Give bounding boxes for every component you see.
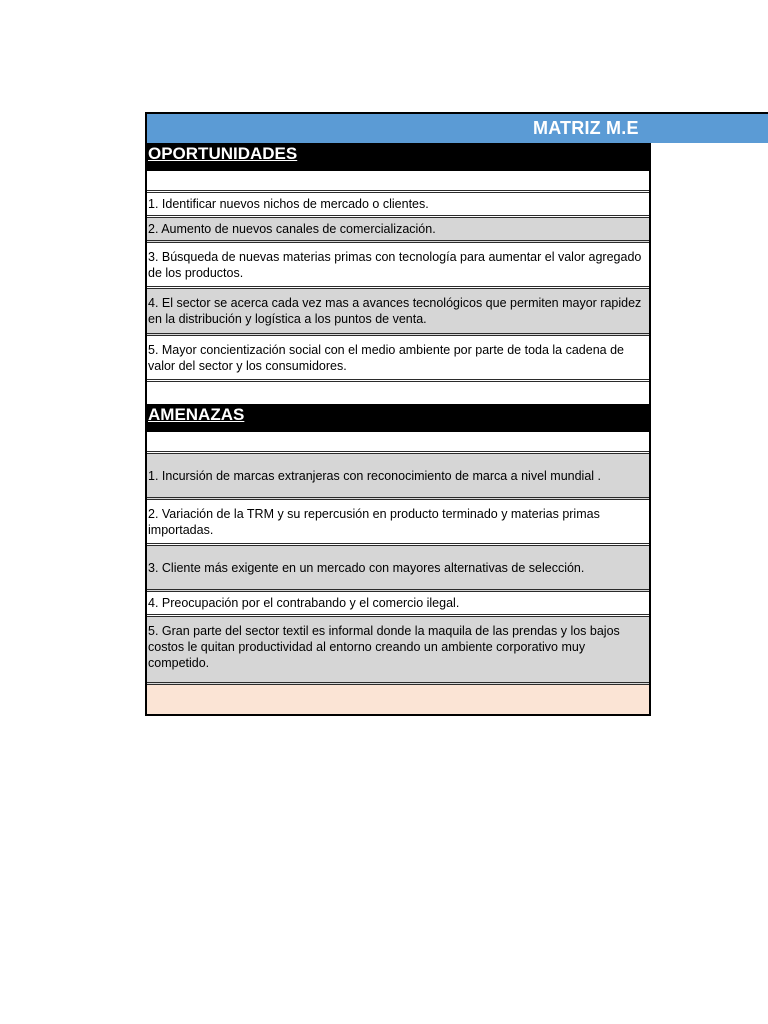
oportunidad-item-2: [147, 218, 649, 243]
amenaza-item-3: [147, 546, 649, 592]
title-bar: [147, 112, 768, 143]
oportunidad-text-3: 3. Búsqueda de nuevas materias primas con tecnología para aumentar el valor agregado de los productos.: [148, 250, 642, 280]
amenaza-text-1: 1. Incursión de marcas extranjeras con reconocimiento de marca a nivel mundial .: [148, 468, 601, 483]
amenaza-item-1: [147, 454, 649, 500]
oportunidad-text-4: 4. El sector se acerca cada vez mas a avances tecnológicos que permiten mayor rapidez en la distribución y logística a los puntos de venta.: [148, 296, 642, 326]
amenazas-heading-label: AMENAZAS: [148, 405, 245, 424]
amenaza-item-4: [147, 592, 649, 617]
amenaza-text-2: 2. Variación de la TRM y su repercusión en producto terminado y materias primas importadas.: [148, 507, 600, 537]
blank-row: [147, 171, 649, 193]
amenaza-text-3: 3. Cliente más exigente en un mercado con mayores alternativas de selección.: [148, 560, 585, 575]
matrix-title: MATRIZ M.E: [533, 118, 639, 138]
oportunidad-item-4: [147, 289, 649, 336]
oportunidad-text-5: 5. Mayor concientización social con el medio ambiente por parte de toda la cadena de valor del sector y los consumidores.: [148, 343, 624, 373]
oportunidad-text-1: 1. Identificar nuevos nichos de mercado o clientes.: [148, 197, 429, 211]
amenaza-item-2: [147, 500, 649, 546]
amenaza-text-5: 5. Gran parte del sector textil es informal donde la maquila de las prendas y los bajos costos le quitan productividad al entorno creando un ambiente corporativo muy competido.: [148, 624, 620, 670]
footer-row: [147, 685, 649, 714]
oportunidades-heading-label: OPORTUNIDADES: [148, 144, 298, 163]
matrix-table: [145, 143, 651, 716]
oportunidad-item-1: [147, 193, 649, 218]
amenaza-text-4: 4. Preocupación por el contrabando y el comercio ilegal.: [148, 596, 460, 610]
oportunidad-text-2: 2. Aumento de nuevos canales de comercialización.: [148, 222, 436, 236]
blank-row: [147, 432, 649, 454]
oportunidades-heading: [147, 143, 649, 171]
amenazas-heading: [147, 404, 649, 432]
amenaza-item-5: [147, 617, 649, 685]
oportunidad-item-5: [147, 336, 649, 382]
oportunidad-item-3: [147, 243, 649, 289]
blank-row: [147, 382, 649, 404]
